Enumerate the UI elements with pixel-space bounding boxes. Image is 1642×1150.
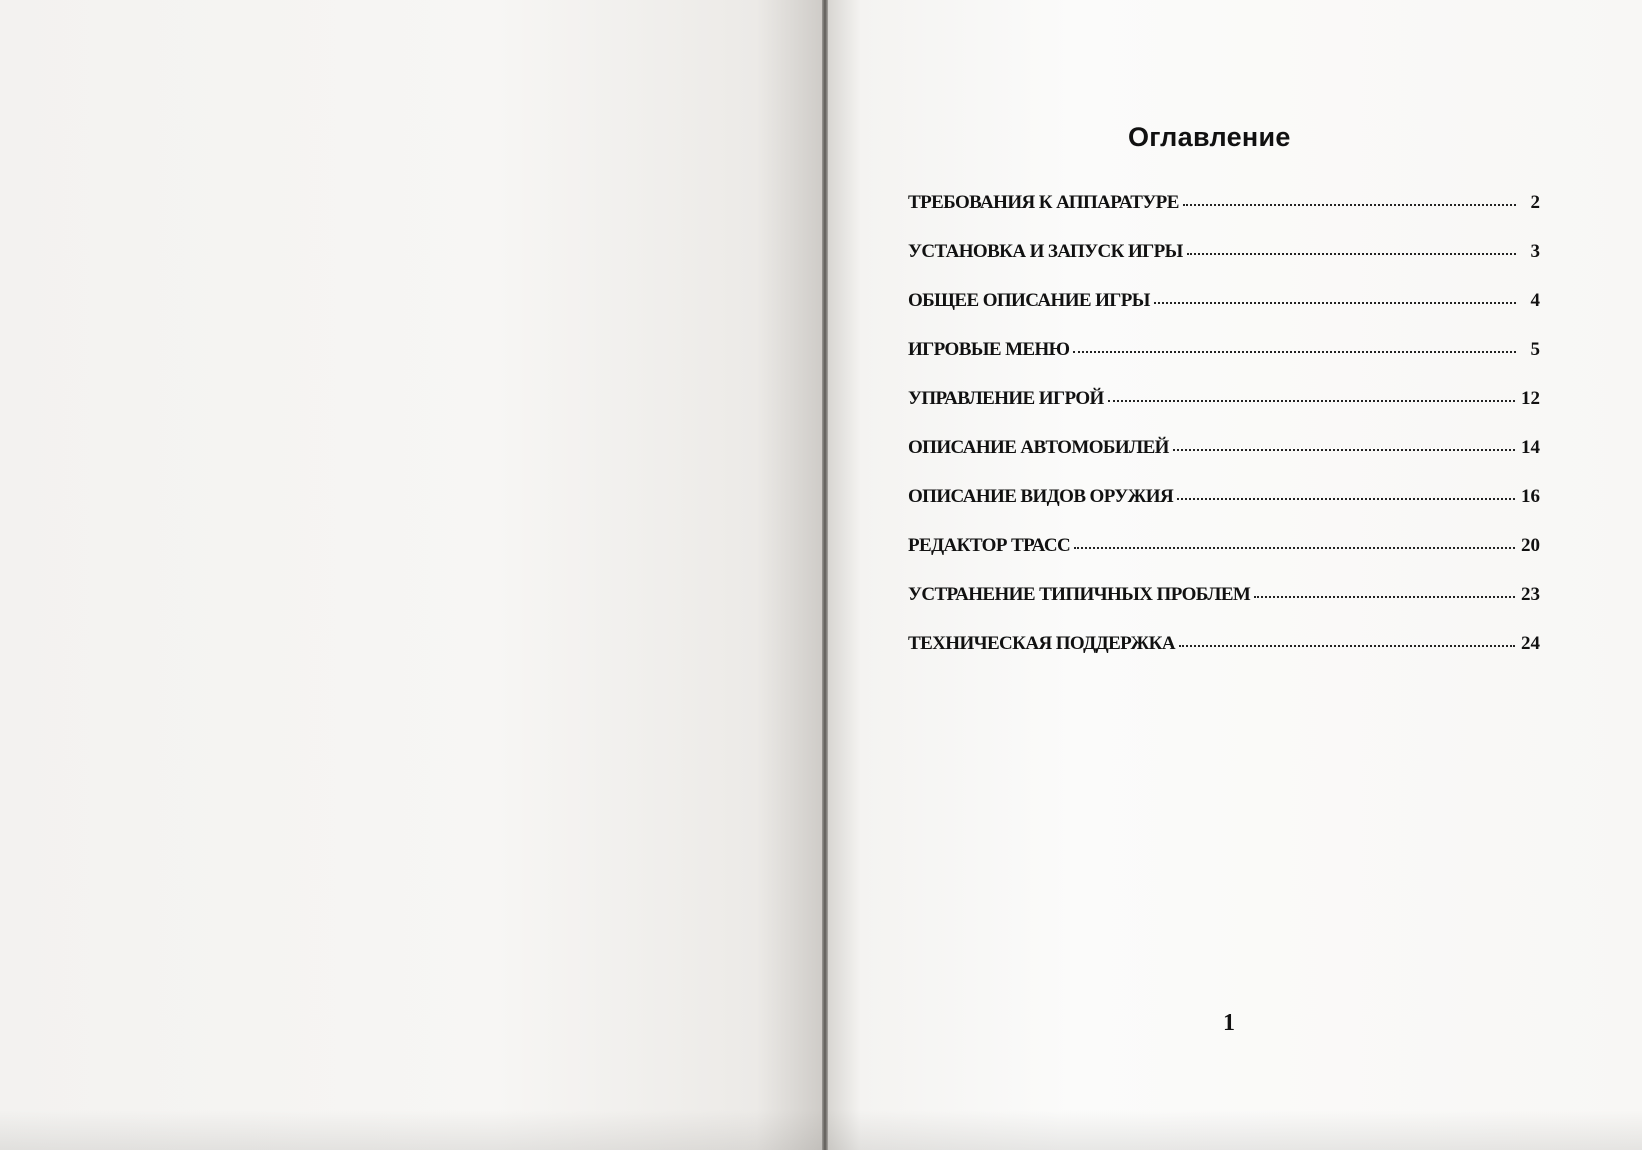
toc-entry-label: ОПИСАНИЕ ВИДОВ ОРУЖИЯ	[908, 486, 1174, 507]
dot-leader	[1073, 350, 1516, 353]
scan-shadow	[0, 1110, 822, 1150]
toc-entry[interactable]	[908, 633, 1540, 682]
toc-entry-page: 20	[1521, 535, 1540, 556]
toc-entry[interactable]	[908, 486, 1540, 535]
toc-entry[interactable]	[908, 584, 1540, 633]
toc-title: Оглавление	[1128, 122, 1291, 152]
right-page	[828, 0, 1642, 1150]
toc-entry-label: ОБЩЕЕ ОПИСАНИЕ ИГРЫ	[908, 290, 1150, 311]
scan-shadow	[828, 1110, 1642, 1150]
dot-leader	[1154, 301, 1516, 304]
dot-leader	[1173, 448, 1515, 451]
dot-leader	[1108, 399, 1515, 402]
toc-entry-page: 4	[1530, 290, 1540, 311]
toc-entry-label: УСТАНОВКА И ЗАПУСК ИГРЫ	[908, 241, 1183, 262]
toc-entry-label: ТРЕБОВАНИЯ К АППАРАТУРЕ	[908, 192, 1179, 213]
toc-entry-page: 5	[1530, 339, 1540, 360]
toc-entry[interactable]	[908, 388, 1540, 437]
toc-entry-page: 14	[1521, 437, 1540, 458]
dot-leader	[1177, 497, 1515, 500]
toc-entry[interactable]	[908, 437, 1540, 486]
toc-entry-label: РЕДАКТОР ТРАСС	[908, 535, 1071, 556]
toc-entry-page: 24	[1521, 633, 1540, 654]
dot-leader	[1254, 595, 1515, 598]
dot-leader	[1179, 644, 1515, 647]
toc-entry-label: УСТРАНЕНИЕ ТИПИЧНЫХ ПРОБЛЕМ	[908, 584, 1251, 605]
toc-entry-label: ТЕХНИЧЕСКАЯ ПОДДЕРЖКА	[908, 633, 1175, 654]
toc-entry-label: УПРАВЛЕНИЕ ИГРОЙ	[908, 388, 1104, 409]
toc-entry-page: 23	[1521, 584, 1540, 605]
toc-entry[interactable]	[908, 241, 1540, 290]
toc-entry-page: 2	[1530, 192, 1540, 213]
dot-leader	[1074, 546, 1515, 549]
toc-entry-page: 16	[1521, 486, 1540, 507]
dot-leader	[1187, 252, 1516, 255]
toc-entry-page: 3	[1530, 241, 1540, 262]
toc-entry[interactable]	[908, 290, 1540, 339]
toc-entry[interactable]	[908, 192, 1540, 241]
dot-leader	[1183, 203, 1516, 206]
table-of-contents	[908, 192, 1540, 682]
toc-entry[interactable]	[908, 535, 1540, 584]
toc-entry-label: ИГРОВЫЕ МЕНЮ	[908, 339, 1070, 360]
toc-entry[interactable]	[908, 339, 1540, 388]
toc-entry-page: 12	[1521, 388, 1540, 409]
page-number: 1	[1223, 1010, 1235, 1036]
toc-entry-label: ОПИСАНИЕ АВТОМОБИЛЕЙ	[908, 437, 1169, 458]
